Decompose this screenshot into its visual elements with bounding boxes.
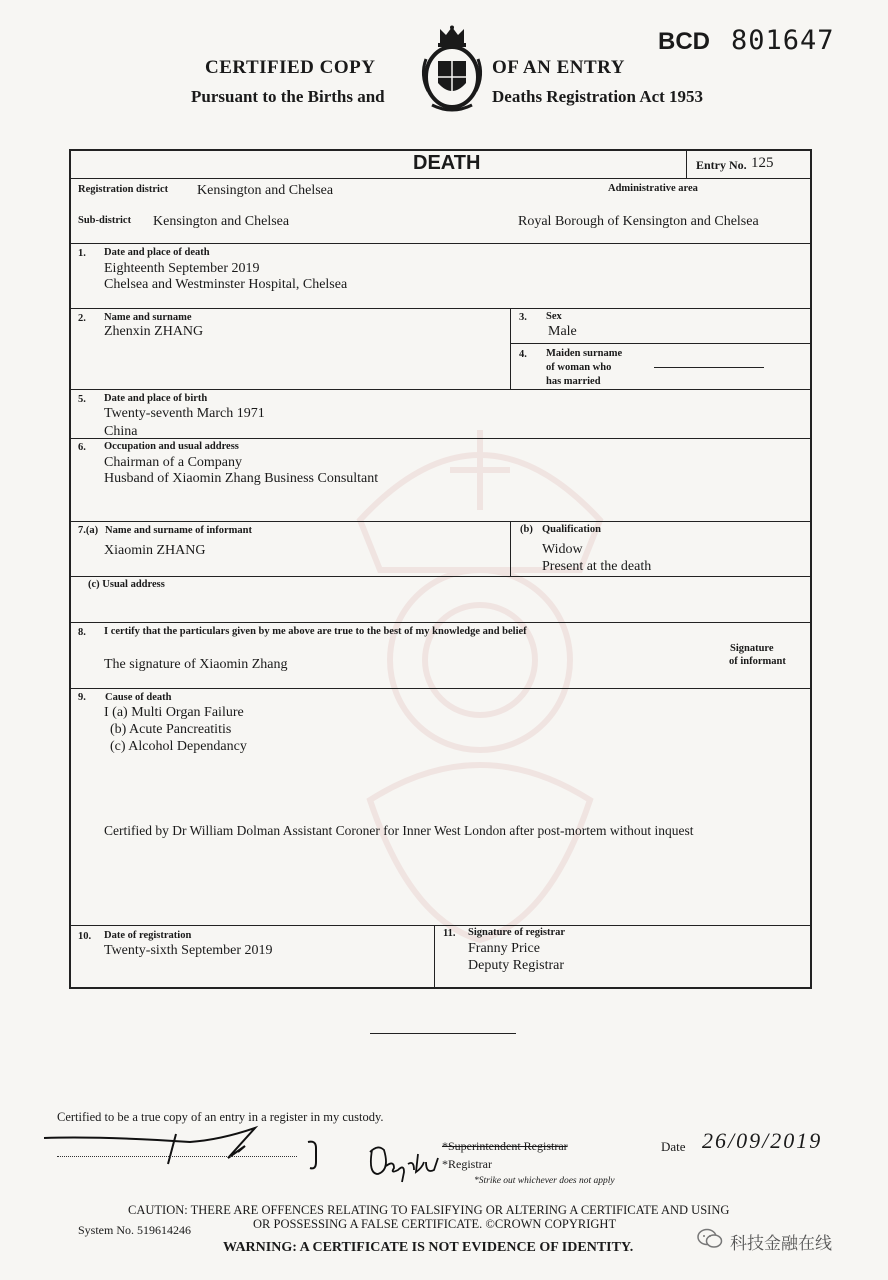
field-11-label: Signature of registrar (468, 927, 566, 938)
registration-district: Kensington and Chelsea (197, 183, 334, 198)
certified-copy-text: Certified to be a true copy of an entry in a register in my custody. (57, 1110, 384, 1124)
field-4-label-line3: has married (546, 376, 601, 387)
title-left: CERTIFIED COPY (205, 57, 376, 78)
date-of-registration: Twenty-sixth September 2019 (104, 943, 273, 958)
qualification-line2: Present at the death (542, 559, 652, 574)
system-number: System No. 519614246 (78, 1223, 192, 1237)
identity-warning: WARNING: A CERTIFICATE IS NOT EVIDENCE OF IDENTITY. (223, 1240, 634, 1255)
separator-line (370, 1033, 516, 1034)
sub-district-label: Sub-district (78, 215, 132, 226)
field-8-label: I certify that the particulars given by me above are true to the best of my knowledge and belief (104, 626, 527, 637)
field-4-label-line2: of woman who (546, 362, 612, 373)
informant-name: Xiaomin ZHANG (104, 543, 206, 558)
administrative-area-label: Administrative area (608, 183, 698, 194)
field-5-label: Date and place of birth (104, 393, 208, 404)
registration-district-label: Registration district (78, 184, 169, 195)
entry-number: 125 (751, 155, 774, 171)
field-6-number: 6. (78, 442, 86, 453)
field-6-label: Occupation and usual address (104, 441, 239, 452)
royal-crest-icon (418, 25, 486, 117)
cause-of-death-b: (b) Acute Pancreatitis (110, 722, 232, 737)
sub-district: Kensington and Chelsea (153, 214, 290, 229)
signature-dotted-line (57, 1156, 297, 1157)
superintendent-registrar: *Superintendent Registrar (442, 1139, 568, 1153)
occupation: Chairman of a Company (104, 455, 243, 470)
chat-bubble-icon (697, 1227, 723, 1251)
form-heading: DEATH (413, 152, 481, 174)
signature-label-line2: of informant (729, 656, 786, 667)
cause-of-death-a: I (a) Multi Organ Failure (104, 705, 244, 720)
field-3-number: 3. (519, 312, 527, 323)
informant-signature: The signature of Xiaomin Zhang (104, 657, 288, 672)
field-2-label: Name and surname (104, 312, 192, 323)
place-of-birth: China (104, 424, 138, 439)
field-7b-number: (b) (520, 524, 533, 535)
field-10-label: Date of registration (104, 930, 192, 941)
certificate-date: 26/09/2019 (702, 1128, 823, 1153)
date-of-death: Eighteenth September 2019 (104, 261, 260, 276)
registrar-option: *Registrar (442, 1157, 492, 1171)
field-7a-label: Name and surname of informant (105, 525, 252, 536)
field-7c-label: (c) Usual address (88, 579, 165, 590)
field-7b-label: Qualification (542, 524, 601, 535)
deceased-name: Zhenxin ZHANG (104, 324, 204, 339)
qualification-line1: Widow (542, 542, 583, 557)
strike-out-note: *Strike out whichever does not apply (474, 1176, 615, 1186)
title-right: OF AN ENTRY (492, 57, 625, 78)
sex-value: Male (548, 324, 577, 339)
caution-line2: OR POSSESSING A FALSE CERTIFICATE. ©CROWN COPYRIGHT (253, 1217, 617, 1231)
field-4-number: 4. (519, 349, 527, 360)
serial-prefix: BCD (658, 28, 710, 55)
caution-line1: CAUTION: THERE ARE OFFENCES RELATING TO FALSIFYING OR ALTERING A CERTIFICATE AND USING (128, 1203, 730, 1217)
subtitle-left: Pursuant to the Births and (191, 87, 385, 106)
field-4-label-line1: Maiden surname (546, 348, 623, 359)
field-9-label: Cause of death (105, 692, 172, 703)
field-8-number: 8. (78, 627, 86, 638)
watermark-text: 科技金融在线 (730, 1234, 832, 1254)
date-of-birth: Twenty-seventh March 1971 (104, 406, 265, 421)
custodian-signature (40, 1122, 340, 1172)
field-1-number: 1. (78, 248, 86, 259)
maiden-surname-blank (654, 367, 764, 368)
serial-number: 801647 (731, 25, 835, 56)
field-2-number: 2. (78, 313, 86, 324)
registrar-name: Franny Price (468, 941, 540, 956)
field-10-number: 10. (78, 931, 92, 942)
place-of-death: Chelsea and Westminster Hospital, Chelsea (104, 277, 348, 292)
certification-statement: Certified by Dr William Dolman Assistant Coroner for Inner West London after post-mortem without inquest (104, 823, 694, 838)
field-5-number: 5. (78, 394, 86, 405)
subtitle-right: Deaths Registration Act 1953 (492, 87, 704, 106)
cause-of-death-c: (c) Alcohol Dependancy (110, 739, 247, 754)
field-3-label: Sex (546, 311, 562, 322)
date-label: Date (661, 1139, 686, 1154)
entry-label: Entry No. (696, 158, 747, 172)
field-7a-number: 7.(a) (78, 525, 99, 536)
signature-label-line1: Signature (730, 643, 774, 654)
registrar-title: Deputy Registrar (468, 958, 565, 973)
field-11-number: 11. (443, 928, 456, 939)
field-1-label: Date and place of death (104, 247, 210, 258)
deputy-signature (364, 1140, 444, 1184)
usual-address: Husband of Xiaomin Zhang Business Consultant (104, 471, 379, 486)
administrative-area: Royal Borough of Kensington and Chelsea (518, 214, 759, 229)
field-9-number: 9. (78, 692, 86, 703)
